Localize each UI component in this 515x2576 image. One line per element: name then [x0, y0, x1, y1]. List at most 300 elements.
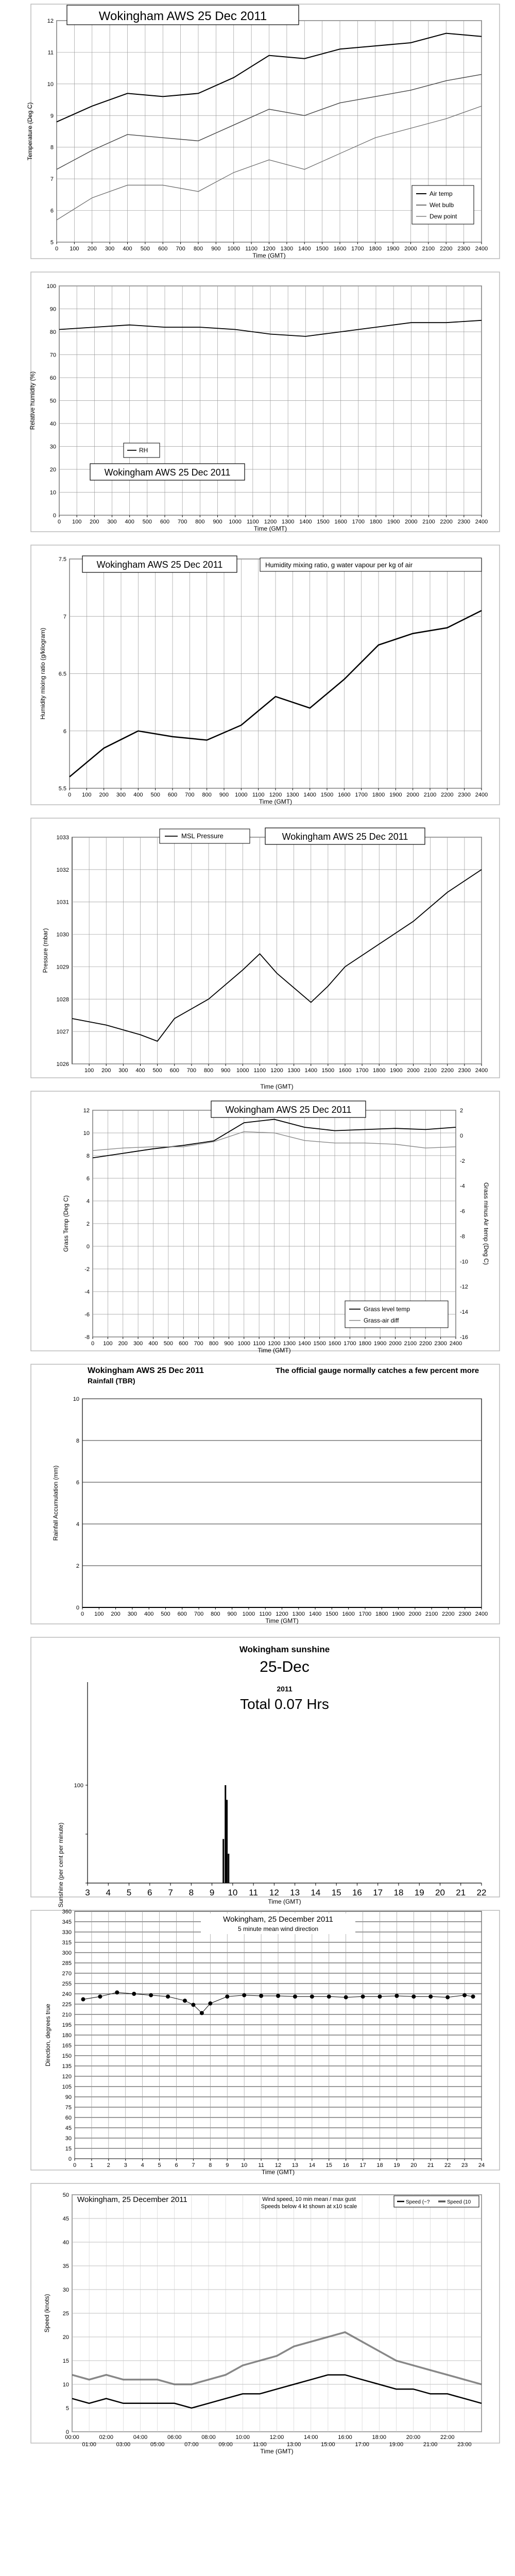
x-tick-label: 2300	[458, 1611, 471, 1617]
x-tick-label: 300	[116, 792, 126, 798]
x-tick-label: 900	[220, 1067, 231, 1074]
chart-year: 2011	[277, 1685, 293, 1693]
x-axis-label: Time (GMT)	[260, 1083, 294, 1090]
x-tick-label: 1200	[270, 1067, 283, 1074]
x-tick-label: 600	[179, 1341, 188, 1347]
x-tick-label: 15	[325, 2162, 332, 2168]
y-tick-label: 70	[49, 352, 56, 359]
y-tick-label: 8	[76, 1438, 79, 1444]
y-tick-label: 1033	[56, 835, 69, 841]
y-tick-label: 100	[46, 283, 56, 290]
y-right-tick-label: -12	[460, 1284, 468, 1291]
legend-entry: Speed (10	[447, 2199, 471, 2205]
chart-title: Wokingham AWS 25 Dec 2011	[96, 560, 223, 570]
x-tick-label: 800	[195, 519, 205, 525]
x-tick-label: 2000	[389, 1341, 402, 1347]
chart-annotation: Speeds below 4 kt shown at x10 scale	[261, 2204, 357, 2210]
x-tick-label: 700	[186, 1067, 197, 1074]
chart-8	[44, 1909, 485, 2176]
x-tick-label: 1500	[320, 792, 334, 798]
y-tick-label: 240	[62, 1991, 72, 1997]
x-tick-label: 0	[91, 1341, 95, 1347]
x-tick-label: 1700	[352, 519, 365, 525]
x-tick-label: 1900	[386, 246, 400, 252]
chart-title: Wokingham AWS 25 Dec 2011	[225, 1105, 352, 1115]
x-tick-label: 3	[124, 2162, 127, 2168]
y-right-tick-label: -10	[460, 1259, 468, 1265]
x-tick-label: 600	[177, 1611, 187, 1617]
x-axis-label: Time (GMT)	[252, 252, 286, 259]
x-tick-label: 0	[55, 246, 59, 252]
y-axis-label: Relative humidity (%)	[29, 371, 36, 430]
y-axis-label: Temperature (Deg C)	[26, 102, 33, 161]
x-tick-label: 1900	[390, 1067, 403, 1074]
y-tick-label: 10	[49, 489, 56, 496]
x-tick-label: 500	[152, 1067, 162, 1074]
x-tick-label: 1600	[334, 519, 347, 525]
chart-3	[39, 556, 488, 805]
legend-entry: Speed (~?	[406, 2199, 430, 2205]
x-tick-label: 500	[161, 1611, 170, 1617]
x-tick-label: 1100	[247, 519, 259, 525]
x-tick-label: 6	[175, 2162, 178, 2168]
plot-area	[82, 1399, 482, 1607]
chart-title: Wokingham sunshine	[239, 1645, 330, 1654]
x-tick-label: 7	[192, 2162, 195, 2168]
sunshine-bar	[225, 1785, 226, 1883]
x-tick-label: 700	[177, 519, 187, 525]
y-tick-label: 1026	[56, 1061, 69, 1067]
y-axis-label: Pressure (mbar)	[42, 928, 49, 973]
x-axis-label: Time (GMT)	[261, 2168, 295, 2176]
x-tick-label: 300	[105, 246, 115, 252]
x-tick-label: 2000	[406, 792, 419, 798]
x-tick-label: 2300	[457, 246, 470, 252]
y-tick-label: 210	[62, 2012, 72, 2018]
x-tick-label: 2200	[419, 1341, 432, 1347]
y-tick-label: 75	[65, 2105, 72, 2111]
y-tick-label: 6	[63, 728, 66, 735]
x-tick-label: 900	[227, 1611, 237, 1617]
chart-title: Wokingham AWS 25 Dec 2011	[282, 832, 408, 842]
x-tick-label: 12	[269, 1888, 279, 1897]
x-tick-label: 2400	[475, 1067, 488, 1074]
x-tick-label: 1500	[313, 1341, 326, 1347]
y-tick-label: 20	[49, 467, 56, 473]
y-tick-label: 12	[83, 1108, 90, 1114]
y-right-tick-label: -8	[460, 1233, 465, 1240]
x-tick-label: 1700	[344, 1341, 356, 1347]
y-tick-label: 4	[76, 1521, 79, 1528]
x-tick-label: 18	[376, 2162, 383, 2168]
y-tick-label: 35	[62, 2263, 69, 2269]
x-tick-label: 20:00	[406, 2434, 421, 2441]
x-tick-label: 2400	[475, 792, 488, 798]
legend-entry: Dew point	[430, 213, 457, 220]
x-tick-label: 1600	[333, 246, 347, 252]
x-tick-label: 100	[84, 1067, 94, 1074]
y-tick-label: 0	[76, 1605, 79, 1611]
legend-entry: Wet bulb	[430, 201, 454, 209]
x-tick-label: 1600	[338, 792, 351, 798]
x-tick-label: 1900	[387, 519, 400, 525]
x-tick-label: 1400	[303, 792, 316, 798]
x-tick-label: 1100	[253, 1341, 265, 1347]
y-tick-label: 100	[74, 1783, 83, 1789]
x-tick-label: 2400	[449, 1341, 462, 1347]
x-tick-label: 100	[103, 1341, 113, 1347]
x-tick-label: 12	[274, 2162, 282, 2168]
x-tick-label: 17	[359, 2162, 366, 2168]
x-tick-label: 13	[291, 2162, 299, 2168]
chart-title: Wokingham AWS 25 Dec 2011	[88, 1366, 204, 1375]
x-tick-label: 05:00	[150, 2442, 165, 2448]
y-tick-label: 0	[68, 2156, 72, 2162]
x-tick-label: 1600	[328, 1341, 341, 1347]
x-tick-label: 1500	[321, 1067, 335, 1074]
x-tick-label: 4	[141, 2162, 144, 2168]
y-tick-label: 330	[62, 1929, 72, 1936]
x-tick-label: 1700	[355, 1067, 369, 1074]
x-tick-label: 4	[106, 1888, 111, 1897]
x-tick-label: 900	[211, 246, 221, 252]
x-tick-label: 6	[147, 1888, 152, 1897]
x-tick-label: 12:00	[269, 2434, 284, 2441]
x-tick-label: 1800	[369, 246, 382, 252]
x-tick-label: 600	[158, 246, 168, 252]
x-axis-label: Time (GMT)	[265, 1617, 299, 1624]
x-tick-label: 00:00	[65, 2434, 79, 2441]
x-tick-label: 21	[427, 2162, 434, 2168]
y-tick-label: 7	[63, 614, 66, 620]
chart-title: Wokingham, 25 December 2011	[77, 2195, 187, 2204]
x-tick-label: 1900	[373, 1341, 387, 1347]
x-tick-label: 800	[211, 1611, 220, 1617]
x-tick-label: 2100	[424, 1067, 437, 1074]
y-tick-label: -8	[84, 1334, 90, 1341]
y-tick-label: 5	[65, 2405, 69, 2412]
y-tick-label: 10	[62, 2382, 69, 2388]
x-tick-label: 1000	[235, 792, 248, 798]
y-right-tick-label: -14	[460, 1309, 468, 1316]
x-tick-label: 1100	[253, 1067, 266, 1074]
y-tick-label: 15	[65, 2146, 72, 2152]
y-tick-label: 15	[62, 2358, 69, 2364]
y-tick-label: 225	[62, 2002, 72, 2008]
x-tick-label: 700	[194, 1611, 204, 1617]
y-tick-label: 195	[62, 2022, 72, 2028]
x-tick-label: 1300	[287, 1067, 300, 1074]
x-tick-label: 19	[414, 1888, 424, 1897]
y-tick-label: 45	[65, 2125, 72, 2131]
x-tick-label: 1300	[280, 246, 294, 252]
y-tick-label: 1031	[56, 899, 69, 906]
y-tick-label: 10	[73, 1396, 79, 1402]
y-tick-label: 60	[49, 375, 56, 381]
x-tick-label: 1200	[276, 1611, 288, 1617]
legend-entry: Air temp	[430, 190, 453, 197]
x-tick-label: 2100	[404, 1341, 417, 1347]
x-tick-label: 2400	[475, 246, 488, 252]
x-tick-label: 2100	[422, 246, 435, 252]
x-tick-label: 10	[228, 1888, 238, 1897]
y-tick-label: 1032	[56, 867, 69, 873]
x-tick-label: 1900	[389, 792, 402, 798]
x-tick-label: 10	[241, 2162, 248, 2168]
x-tick-label: 2400	[475, 1611, 488, 1617]
x-tick-label: 2100	[422, 519, 435, 525]
y-right-tick-label: -6	[460, 1208, 465, 1215]
y-tick-label: 300	[62, 1950, 72, 1956]
x-tick-label: 200	[111, 1611, 121, 1617]
y-tick-label: 11	[47, 49, 54, 56]
y-tick-label: 165	[62, 2043, 72, 2049]
x-tick-label: 900	[219, 792, 229, 798]
x-tick-label: 0	[80, 1611, 84, 1617]
x-tick-label: 04:00	[133, 2434, 148, 2441]
x-tick-label: 0	[57, 519, 61, 525]
x-tick-label: 24	[478, 2162, 485, 2168]
x-tick-label: 17	[373, 1888, 383, 1897]
x-tick-label: 11	[258, 2162, 264, 2168]
x-tick-label: 300	[118, 1067, 128, 1074]
x-tick-label: 09:00	[218, 2442, 233, 2448]
x-tick-label: 1100	[252, 792, 265, 798]
y-axis-label: Speed (knots)	[43, 2294, 50, 2333]
sunshine-bar	[226, 1800, 228, 1884]
y-tick-label: 0	[65, 2429, 69, 2435]
y-right-tick-label: -16	[460, 1334, 468, 1341]
y-tick-label: 20	[62, 2334, 69, 2341]
x-tick-label: 11	[249, 1888, 258, 1897]
y-tick-label: 6	[86, 1176, 90, 1182]
x-tick-label: 2200	[440, 246, 453, 252]
x-tick-label: 1400	[298, 246, 311, 252]
y-tick-label: 12	[47, 18, 54, 24]
x-tick-label: 23	[461, 2162, 468, 2168]
x-axis-label: Time (GMT)	[253, 525, 287, 532]
sunshine-bar	[228, 1854, 229, 1883]
x-tick-label: 1400	[298, 1341, 311, 1347]
x-tick-label: 18:00	[372, 2434, 387, 2441]
x-tick-label: 800	[193, 246, 203, 252]
x-tick-label: 10:00	[235, 2434, 250, 2441]
x-tick-label: 400	[135, 1067, 145, 1074]
chart-1	[26, 5, 488, 259]
x-tick-label: 400	[125, 519, 134, 525]
x-tick-label: 17:00	[355, 2442, 369, 2448]
x-tick-label: 300	[107, 519, 117, 525]
x-tick-label: 1000	[242, 1611, 255, 1617]
y-tick-label: 50	[62, 2192, 69, 2198]
y-tick-label: 45	[62, 2216, 69, 2222]
x-tick-label: 1800	[373, 1067, 386, 1074]
x-tick-label: 600	[160, 519, 170, 525]
y-tick-label: 5.5	[58, 786, 66, 792]
x-axis-label: Time (GMT)	[258, 1347, 291, 1354]
x-tick-label: 15	[331, 1888, 341, 1897]
y-tick-label: 40	[49, 421, 56, 427]
x-tick-label: 9	[226, 2162, 229, 2168]
y-tick-label: 4	[86, 1198, 90, 1205]
x-tick-label: 2100	[423, 792, 437, 798]
y-tick-label: 80	[49, 329, 56, 335]
chart-subtitle: Rainfall (TBR)	[88, 1377, 135, 1385]
x-tick-label: 2300	[458, 792, 471, 798]
x-tick-label: 18	[393, 1888, 404, 1897]
x-tick-label: 300	[133, 1341, 143, 1347]
x-tick-label: 800	[203, 1067, 214, 1074]
x-tick-label: 400	[123, 246, 132, 252]
chart-panel-7-frame	[31, 1637, 500, 1897]
y-tick-label: 8	[50, 144, 54, 151]
x-tick-label: 800	[209, 1341, 219, 1347]
y-right-tick-label: 2	[460, 1108, 464, 1114]
x-tick-label: 07:00	[184, 2442, 199, 2448]
x-tick-label: 700	[194, 1341, 203, 1347]
x-tick-label: 1300	[283, 1341, 296, 1347]
x-tick-label: 1000	[236, 1067, 249, 1074]
chart-6	[52, 1366, 488, 1624]
y-tick-label: 90	[65, 2094, 72, 2100]
x-tick-label: 22:00	[440, 2434, 455, 2441]
y-tick-label: 9	[50, 113, 54, 120]
x-tick-label: 2000	[407, 1067, 420, 1074]
y-tick-label: 0	[53, 513, 56, 519]
x-tick-label: 400	[148, 1341, 158, 1347]
x-tick-label: 700	[185, 792, 195, 798]
x-tick-label: 100	[94, 1611, 104, 1617]
x-tick-label: 300	[127, 1611, 138, 1617]
chart-title: Wokingham AWS 25 Dec 2011	[104, 467, 231, 478]
x-tick-label: 1300	[281, 519, 295, 525]
x-tick-label: 1200	[269, 792, 282, 798]
y-tick-label: 105	[62, 2084, 72, 2090]
x-tick-label: 2400	[475, 519, 488, 525]
x-tick-label: 1300	[286, 792, 299, 798]
y-tick-label: 7	[50, 176, 54, 183]
y-tick-label: 30	[65, 2136, 72, 2142]
x-tick-label: 1000	[227, 246, 240, 252]
x-tick-label: 1500	[316, 246, 329, 252]
sunshine-bar	[222, 1839, 224, 1884]
y-tick-label: -2	[84, 1266, 90, 1273]
y-tick-label: 255	[62, 1981, 72, 1987]
x-tick-label: 1800	[375, 1611, 388, 1617]
y-tick-label: 315	[62, 1940, 72, 1946]
x-tick-label: 16	[342, 2162, 349, 2168]
x-tick-label: 800	[202, 792, 212, 798]
x-axis-label: Time (GMT)	[259, 798, 293, 805]
x-tick-label: 900	[224, 1341, 234, 1347]
y-right-tick-label: -4	[460, 1183, 465, 1190]
y-tick-label: 2	[86, 1221, 90, 1227]
y-right-axis-label: Grass minus Air temp (Deg C)	[483, 1182, 490, 1265]
x-tick-label: 7	[168, 1888, 173, 1897]
legend-entry: Grass-air diff	[364, 1317, 399, 1324]
x-tick-label: 1400	[308, 1611, 322, 1617]
x-tick-label: 2100	[425, 1611, 438, 1617]
y-tick-label: 8	[86, 1153, 90, 1159]
x-tick-label: 1400	[299, 519, 312, 525]
y-tick-label: 50	[49, 398, 56, 404]
x-tick-label: 22	[444, 2162, 451, 2168]
x-tick-label: 3	[85, 1888, 90, 1897]
x-tick-label: 14	[311, 1888, 321, 1897]
x-tick-label: 0	[73, 2162, 77, 2168]
y-tick-label: 6	[76, 1480, 79, 1486]
y-right-tick-label: 0	[460, 1132, 464, 1139]
x-tick-label: 1000	[237, 1341, 250, 1347]
x-tick-label: 02:00	[99, 2434, 114, 2441]
x-tick-label: 11:00	[253, 2442, 267, 2448]
x-tick-label: 400	[144, 1611, 154, 1617]
x-tick-label: 100	[70, 246, 79, 252]
x-tick-label: 2000	[408, 1611, 422, 1617]
y-axis-label: Direction, degrees true	[44, 2004, 52, 2066]
y-tick-label: 1028	[56, 996, 69, 1003]
x-tick-label: 1600	[342, 1611, 355, 1617]
chart-subtitle: Wind speed, 10 min mean / max gust	[262, 2196, 356, 2202]
y-tick-label: 10	[47, 81, 54, 88]
chart-title: Wokingham, 25 December 2011	[223, 1915, 333, 1924]
x-tick-label: 200	[90, 519, 99, 525]
y-tick-label: 135	[62, 2063, 72, 2070]
x-tick-label: 03:00	[116, 2442, 131, 2448]
x-tick-label: 8	[209, 2162, 212, 2168]
legend-entry: RH	[139, 447, 148, 454]
x-tick-label: 1800	[358, 1341, 371, 1347]
x-tick-label: 13	[290, 1888, 300, 1897]
x-tick-label: 16:00	[338, 2434, 352, 2441]
x-tick-label: 06:00	[167, 2434, 182, 2441]
x-tick-label: 15:00	[321, 2442, 335, 2448]
x-tick-label: 500	[163, 1341, 174, 1347]
chart-subtitle: 5 minute mean wind direction	[237, 1925, 319, 1933]
x-tick-label: 1500	[325, 1611, 338, 1617]
chart-5	[62, 1101, 490, 1354]
y-tick-label: 7.5	[58, 556, 66, 563]
x-tick-label: 2000	[404, 246, 417, 252]
x-tick-label: 13:00	[286, 2442, 301, 2448]
x-tick-label: 14	[308, 2162, 315, 2168]
x-tick-label: 500	[140, 246, 150, 252]
y-tick-label: 6.5	[58, 671, 66, 677]
y-right-tick-label: -2	[460, 1158, 465, 1164]
x-tick-label: 5	[158, 2162, 161, 2168]
x-tick-label: 2	[107, 2162, 110, 2168]
y-tick-label: 30	[62, 2287, 69, 2293]
chart-subtitle: Humidity mixing ratio, g water vapour per kg of air	[265, 561, 413, 569]
y-tick-label: 150	[62, 2053, 72, 2059]
x-tick-label: 1200	[263, 246, 276, 252]
x-tick-label: 1400	[304, 1067, 317, 1074]
x-tick-label: 2200	[441, 1067, 454, 1074]
x-tick-label: 500	[142, 519, 152, 525]
x-tick-label: 21:00	[423, 2442, 438, 2448]
x-tick-label: 900	[213, 519, 222, 525]
x-tick-label: 2300	[458, 1067, 471, 1074]
y-tick-label: -6	[84, 1312, 90, 1318]
y-tick-label: 120	[62, 2074, 72, 2080]
y-tick-label: 345	[62, 1919, 72, 1925]
x-tick-label: 500	[150, 792, 160, 798]
x-tick-label: 19:00	[389, 2442, 404, 2448]
legend-entry: MSL Pressure	[181, 832, 224, 840]
y-axis-label: Sunshine (per cent per minute)	[57, 1822, 64, 1908]
x-tick-label: 400	[133, 792, 143, 798]
x-tick-label: 08:00	[201, 2434, 216, 2441]
